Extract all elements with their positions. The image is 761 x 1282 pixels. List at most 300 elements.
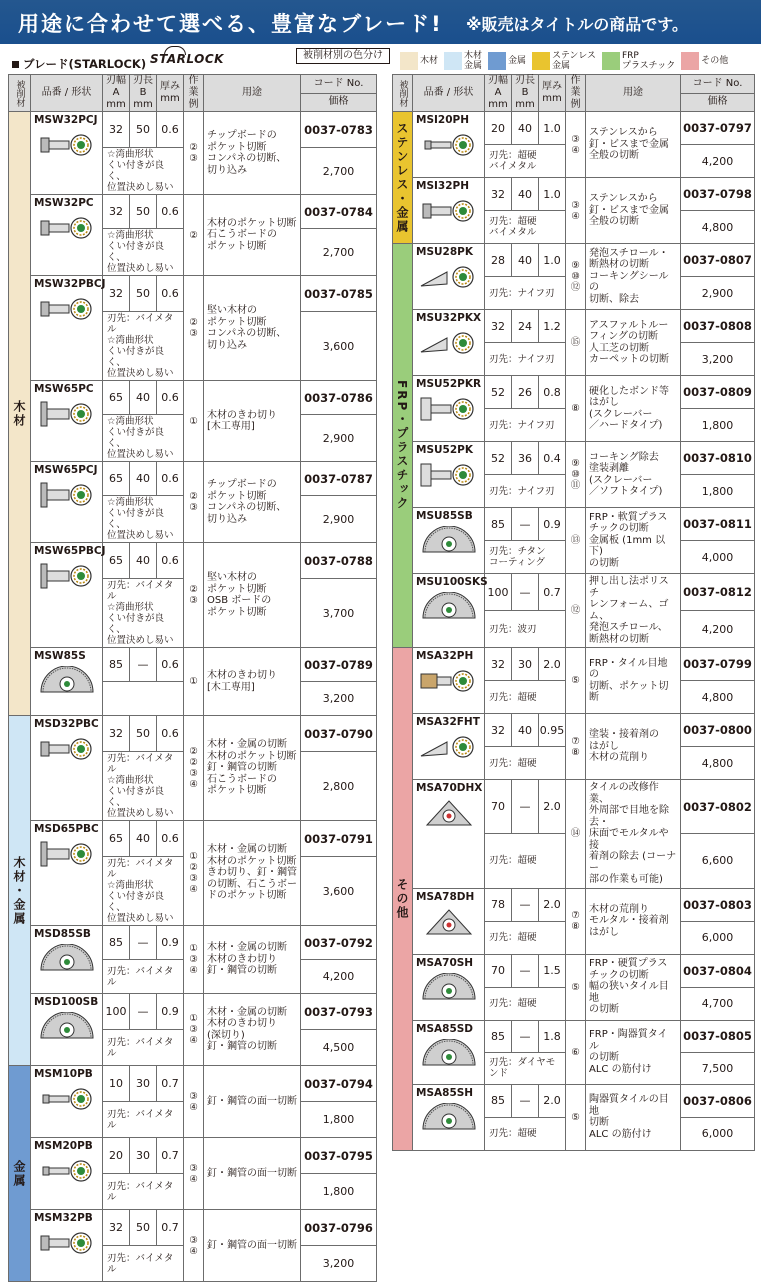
product-cell: [413, 376, 485, 442]
blade-illustration: [417, 732, 481, 765]
header-price: 価格: [301, 93, 377, 112]
material-label-text: 木材: [12, 399, 26, 428]
product-name: MSA78DH: [416, 890, 475, 903]
tip-material-note: 刃先：バイメタル: [107, 580, 174, 602]
legend-label: 木材: [420, 56, 439, 66]
product-row: [9, 195, 377, 229]
product-name: MSW32PBCJ: [34, 278, 106, 290]
blade-illustration: [35, 561, 99, 594]
use-text: 木材のきわ切り [木工専用]: [204, 648, 301, 716]
left-product-table: [8, 74, 377, 1282]
product-row: [393, 376, 755, 409]
blade-shape-icon: [35, 294, 99, 324]
feature-note: 刃先：超硬: [489, 691, 537, 703]
blade-note: [103, 415, 184, 462]
blade-shape-icon: [35, 1228, 99, 1258]
legend-item: [488, 50, 526, 72]
length-b-value: 40: [130, 462, 157, 496]
blade-note: [103, 1174, 184, 1210]
feature-note: 刃先：ナイフ刃: [489, 353, 555, 365]
product-name: MSW65PC: [34, 383, 94, 395]
use-text: 木材・金属の切断 木材のきわ切り (深切り) 釘・鋼管の切断: [204, 994, 301, 1066]
blade-note: [103, 148, 184, 195]
legend-swatch: [532, 52, 550, 70]
product-row: [393, 442, 755, 475]
product-name: MSW85S: [34, 650, 86, 662]
work-example: ③ ④: [184, 1138, 204, 1210]
blade-illustration: [35, 1228, 99, 1261]
product-name: MSM20PB: [34, 1140, 93, 1152]
width-a-value: 20: [103, 1138, 130, 1174]
width-a-value: 20: [485, 112, 512, 145]
price-value: 1,800: [301, 1102, 377, 1138]
product-cell: [413, 574, 488, 648]
product-name: MSA70DHX: [416, 782, 483, 794]
width-a-value: 52: [485, 376, 512, 409]
product-name: MSW32PCJ: [34, 114, 98, 126]
code-number: 0037-0805: [681, 1020, 755, 1052]
width-a-value: 85: [485, 1020, 512, 1052]
code-number: 0037-0802: [681, 780, 755, 834]
product-name: MSM10PB: [34, 1068, 93, 1080]
blade-shape-icon: [417, 460, 481, 490]
product-cell: [31, 716, 103, 821]
width-a-value: 65: [103, 462, 130, 496]
blade-shape-icon: [417, 328, 481, 358]
thickness-value: 0.4: [539, 442, 566, 475]
use-text: FRP・硬質プラス チックの切断 幅の狭いタイル目地 の切断: [586, 954, 681, 1020]
product-name: MSW65PCJ: [34, 464, 98, 476]
width-a-value: 10: [103, 1066, 130, 1102]
product-row: [9, 276, 377, 312]
blade-shape-icon: [35, 734, 99, 764]
work-example: ⑤: [566, 954, 586, 1020]
thickness-value: 0.9: [157, 926, 184, 960]
work-example: ② ③: [184, 276, 204, 381]
thickness-value: 0.9: [539, 508, 566, 541]
code-number: 0037-0790: [301, 716, 377, 752]
use-text: 木材・金属の切断 木材のきわ切り 釘・鋼管の切断: [204, 926, 301, 994]
blade-illustration: [417, 262, 481, 295]
material-label: [393, 244, 413, 648]
thickness-value: 0.6: [157, 381, 184, 415]
blade-illustration: [417, 1103, 481, 1136]
blade-note: [103, 312, 184, 381]
work-example: ⑭: [566, 780, 586, 889]
material-color-legend: [400, 50, 728, 72]
blade-illustration: [417, 394, 481, 427]
width-a-value: 85: [485, 508, 512, 541]
product-name: MSI32PH: [416, 180, 470, 192]
product-cell: [31, 112, 103, 195]
code-number: 0037-0785: [301, 276, 377, 312]
price-value: 2,700: [301, 148, 377, 195]
feature-note: ☆湾曲形状 くい付きが良く、 位置決めし易い: [107, 880, 174, 924]
width-a-value: 70: [485, 954, 512, 987]
blade-shape-icon: [417, 394, 481, 424]
work-example: ①: [184, 381, 204, 462]
work-example: ⑮: [566, 310, 586, 376]
use-text: 堅い木材の ポケット切断 コンパネの切断、 切り込み: [204, 276, 301, 381]
header-material: 被削材: [9, 75, 31, 112]
work-example: ⑤: [566, 648, 586, 714]
legend-label: FRP プラスチック: [621, 51, 676, 71]
product-name: MSD85SB: [34, 928, 91, 940]
price-value: 2,800: [301, 752, 377, 821]
blade-note: [103, 579, 184, 648]
price-value: 4,200: [301, 960, 377, 994]
work-example: ⑧: [566, 376, 586, 442]
price-value: 4,200: [681, 145, 755, 178]
product-row: [393, 780, 755, 834]
banner-note: ※販売はタイトルの商品です。: [466, 15, 688, 34]
width-a-value: 100: [485, 574, 512, 611]
price-value: 6,000: [681, 1117, 755, 1150]
header-work-example: 作業 例: [566, 75, 586, 112]
width-a-value: 85: [485, 1084, 512, 1117]
bullet-square-icon: [12, 61, 19, 68]
code-number: 0037-0788: [301, 543, 377, 579]
blade-illustration: [35, 213, 99, 246]
product-name: MSU52PK: [416, 444, 473, 456]
feature-note: 刃先：バイメタル: [107, 965, 174, 988]
section-label-text: ブレード(STARLOCK): [23, 57, 147, 71]
thickness-value: 0.8: [539, 376, 566, 409]
blade-shape-icon: [35, 130, 99, 160]
blade-note: [485, 343, 566, 376]
feature-note: 刃先：超硬: [489, 1128, 537, 1139]
length-b-value: 40: [512, 244, 539, 277]
price-value: 1,800: [681, 409, 755, 442]
product-cell: [31, 926, 103, 994]
length-b-value: 36: [512, 442, 539, 475]
legend-item: [400, 50, 438, 72]
product-cell: [31, 1138, 103, 1210]
thickness-value: 0.9: [157, 994, 184, 1030]
thickness-value: 0.7: [157, 1210, 184, 1246]
header-thickness: 厚み mm: [539, 75, 566, 112]
header-use: 用途: [204, 75, 301, 112]
feature-note: 刃先：バイメタル: [107, 1180, 174, 1203]
price-value: 1,800: [301, 1174, 377, 1210]
length-b-value: —: [512, 954, 539, 987]
thickness-value: 0.6: [157, 648, 184, 682]
product-name: MSD65PBC: [34, 823, 99, 835]
width-a-value: 52: [485, 442, 512, 475]
blade-illustration: [417, 592, 481, 625]
code-number: 0037-0795: [301, 1138, 377, 1174]
blade-note: [103, 1246, 184, 1282]
product-cell: [413, 508, 485, 574]
material-label-text: 木材・金属: [12, 855, 26, 926]
length-b-value: 50: [130, 716, 157, 752]
feature-note: 刃先：ナイフ刃: [489, 287, 555, 299]
use-text: FRP・タイル目地の 切断、ポケット切断: [586, 648, 681, 714]
width-a-value: 78: [485, 888, 512, 921]
blade-illustration: [417, 196, 481, 229]
blade-shape-icon: [35, 399, 99, 429]
use-text: 硬化したボンド等 はがし (スクレーバー ／ハードタイプ): [586, 376, 681, 442]
starlock-logo: STARLOCK: [150, 52, 224, 66]
use-text: 木材のポケット切断 石こうボードの ポケット切断: [204, 195, 301, 276]
blade-note: [485, 409, 566, 442]
price-value: 4,000: [681, 541, 755, 574]
use-text: 塗装・接着剤の はがし 木材の荒削り: [586, 714, 681, 780]
use-text: ステンレスから 釘・ビスまで金属 全般の切断: [586, 112, 681, 178]
material-label-text: その他: [395, 877, 409, 920]
blade-note: [485, 834, 566, 888]
product-name: MSW32PC: [34, 197, 94, 209]
length-b-value: —: [512, 508, 539, 541]
feature-note: 刃先：バイメタル: [107, 1108, 174, 1131]
legend-swatch: [488, 52, 506, 70]
length-b-value: 30: [130, 1138, 157, 1174]
product-cell: [413, 112, 485, 178]
blade-note: [103, 960, 184, 994]
product-name: MSD32PBC: [34, 718, 99, 730]
product-name: MSA70SH: [416, 956, 474, 969]
length-b-value: 50: [130, 112, 157, 148]
width-a-value: 32: [103, 1210, 130, 1246]
legend-label: 木材 金属: [464, 51, 483, 71]
product-name: MSW65PBCJ: [34, 545, 106, 557]
header-code: コード No.: [681, 75, 755, 94]
blade-illustration: [35, 399, 99, 432]
legend-item: [681, 50, 728, 72]
blade-note: [103, 752, 184, 821]
blade-note: [485, 1052, 566, 1084]
work-example: ③ ④: [566, 112, 586, 178]
blade-note: [103, 1102, 184, 1138]
length-b-value: 40: [512, 112, 539, 145]
use-text: チップボードの ポケット切断 コンパネの切断、 切り込み: [204, 462, 301, 543]
price-value: 3,700: [301, 579, 377, 648]
use-text: FRP・軟質プラス チックの切断 金属板 (1mm 以下) の切断: [586, 508, 681, 574]
price-value: 3,200: [301, 682, 377, 716]
length-b-value: 40: [130, 543, 157, 579]
use-text: 釘・鋼管の面一切断: [204, 1210, 301, 1282]
blade-illustration: [35, 1156, 99, 1189]
code-number: 0037-0792: [301, 926, 377, 960]
product-cell: [413, 1084, 485, 1150]
thickness-value: 0.6: [157, 195, 184, 229]
length-b-value: —: [512, 888, 539, 921]
width-a-value: 32: [485, 178, 512, 211]
blade-note: [485, 211, 566, 244]
tip-material-note: 刃先：バイメタル: [107, 858, 174, 880]
feature-note: ☆湾曲形状 くい付きが良く、 位置決めし易い: [107, 416, 174, 460]
blade-shape-icon: [35, 666, 99, 696]
tip-material-note: 刃先：バイメタル: [107, 753, 174, 775]
price-value: 3,200: [681, 343, 755, 376]
feature-note: ☆湾曲形状 くい付きが良く、 位置決めし易い: [107, 335, 174, 379]
blade-illustration: [417, 1039, 481, 1072]
blade-note: [103, 857, 184, 926]
legend-swatch: [444, 52, 462, 70]
material-label-text: FRP・プラスチック: [395, 380, 409, 511]
price-value: 4,200: [681, 611, 755, 648]
work-example: ② ③: [184, 462, 204, 543]
feature-note: 刃先：超硬: [489, 998, 537, 1009]
product-cell: [413, 310, 485, 376]
work-example: ⑨ ⑩ ⑪: [566, 442, 586, 508]
blade-note: [485, 475, 566, 508]
product-row: [9, 543, 377, 579]
work-example: ② ③: [184, 112, 204, 195]
work-example: ① ③ ④: [184, 926, 204, 994]
length-b-value: 50: [130, 1210, 157, 1246]
price-value: 2,900: [681, 277, 755, 310]
use-text: コーキング除去 塗装剥離 (スクレーバー ／ソフトタイプ): [586, 442, 681, 508]
work-example: ①: [184, 648, 204, 716]
blade-illustration: [35, 1084, 99, 1117]
legend-label: その他: [701, 56, 729, 66]
product-row: [393, 714, 755, 747]
blade-illustration: [35, 294, 99, 327]
product-name: MSA32FHT: [416, 716, 480, 728]
length-b-value: 26: [512, 376, 539, 409]
product-name: MSA32PH: [416, 650, 474, 662]
width-a-value: 65: [103, 543, 130, 579]
price-value: 2,900: [301, 415, 377, 462]
feature-note: 刃先：バイメタル: [107, 1036, 174, 1059]
width-a-value: 100: [103, 994, 130, 1030]
code-number: 0037-0808: [681, 310, 755, 343]
product-cell: [31, 994, 103, 1066]
length-b-value: 40: [512, 178, 539, 211]
product-row: [393, 648, 755, 681]
blade-illustration: [35, 1012, 99, 1045]
length-b-value: 40: [130, 821, 157, 857]
material-label: [9, 112, 31, 716]
product-cell: [413, 178, 485, 244]
thickness-value: 0.95: [539, 714, 566, 747]
code-number: 0037-0799: [681, 648, 755, 681]
product-row: [9, 462, 377, 496]
feature-note: 刃先：超硬: [489, 932, 537, 943]
header-thickness: 厚み mm: [157, 75, 184, 112]
product-cell: [31, 381, 103, 462]
blade-shape-icon: [417, 262, 481, 292]
product-name: MSU32PKX: [416, 312, 482, 324]
length-b-value: —: [512, 780, 539, 834]
blade-shape-icon: [417, 1039, 481, 1069]
thickness-value: 0.6: [157, 716, 184, 752]
header-width-a: 刃幅 A mm: [103, 75, 130, 112]
code-number: 0037-0807: [681, 244, 755, 277]
header-length-b: 刃長 B mm: [512, 75, 539, 112]
product-cell: [413, 648, 485, 714]
use-text: 釘・鋼管の面一切断: [204, 1138, 301, 1210]
blade-note: [485, 611, 566, 648]
blade-illustration: [35, 130, 99, 163]
material-label-text: ステンレス・金属: [395, 121, 409, 234]
feature-note: 刃先：バイメタル: [107, 1252, 174, 1275]
use-text: 木材・金属の切断 木材のポケット切断 釘・鋼管の切断 石こうボードの ポケット切断: [204, 716, 301, 821]
code-number: 0037-0794: [301, 1066, 377, 1102]
blade-note: [485, 921, 566, 954]
blade-note: [103, 496, 184, 543]
product-row: [9, 1138, 377, 1174]
feature-note: ☆湾曲形状 くい付きが良く、 位置決めし易い: [107, 602, 174, 646]
thickness-value: 2.0: [539, 888, 566, 921]
width-a-value: 32: [485, 310, 512, 343]
length-b-value: —: [130, 994, 157, 1030]
feature-note: 刃先：ナイフ刃: [489, 485, 555, 497]
blade-illustration: [35, 480, 99, 513]
product-row: [9, 716, 377, 752]
blade-note: [485, 541, 566, 574]
code-number: 0037-0786: [301, 381, 377, 415]
blade-illustration: [417, 907, 481, 940]
use-text: チップボードの ポケット切断 コンパネの切断、 切り込み: [204, 112, 301, 195]
feature-note: 刃先：ナイフ刃: [489, 419, 555, 431]
feature-note: 刃先：ダイヤモンド: [489, 1057, 556, 1079]
width-a-value: 32: [485, 648, 512, 681]
feature-note: 刃先：超硬 バイメタル: [489, 216, 537, 238]
work-example: ②: [184, 195, 204, 276]
product-cell: [31, 648, 103, 716]
feature-note: 刃先：超硬: [489, 855, 537, 867]
blade-shape-icon: [35, 1156, 99, 1186]
blade-shape-icon: [417, 732, 481, 762]
product-cell: [413, 244, 485, 310]
product-row: [9, 994, 377, 1030]
blade-shape-icon: [417, 666, 481, 696]
product-row: [393, 310, 755, 343]
length-b-value: —: [512, 1020, 539, 1052]
product-name: MSU52PKR: [416, 378, 482, 390]
length-b-value: 50: [130, 276, 157, 312]
price-value: 2,900: [301, 496, 377, 543]
length-b-value: 24: [512, 310, 539, 343]
header-use: 用途: [586, 75, 681, 112]
code-number: 0037-0798: [681, 178, 755, 211]
banner-title: 用途に合わせて選べる、豊富なブレード!: [18, 12, 443, 36]
use-text: アスファルトルー フィングの切断 人工芝の切断 カーペットの切断: [586, 310, 681, 376]
work-example: ⑤: [566, 1084, 586, 1150]
blade-illustration: [417, 798, 481, 831]
length-b-value: 40: [130, 381, 157, 415]
thickness-value: 2.0: [539, 648, 566, 681]
width-a-value: 70: [485, 780, 512, 834]
product-name: MSA85SD: [416, 1022, 474, 1035]
header-price: 価格: [681, 93, 755, 112]
thickness-value: 1.0: [539, 244, 566, 277]
thickness-value: 1.5: [539, 954, 566, 987]
thickness-value: 1.2: [539, 310, 566, 343]
blade-shape-icon: [35, 480, 99, 510]
product-cell: [413, 442, 485, 508]
code-number: 0037-0796: [301, 1210, 377, 1246]
blade-shape-icon: [35, 561, 99, 591]
header-product: 品番 / 形状: [413, 75, 485, 112]
product-name: MSI20PH: [416, 114, 470, 126]
feature-note: 刃先：超硬 バイメタル: [489, 150, 537, 172]
header-length-b: 刃長 B mm: [130, 75, 157, 112]
blade-shape-icon: [417, 196, 481, 226]
width-a-value: 32: [103, 716, 130, 752]
feature-note: ☆湾曲形状 くい付きが良く、 位置決めし易い: [107, 230, 174, 274]
product-cell: [413, 954, 485, 1020]
blade-illustration: [417, 460, 481, 493]
legend-item: [444, 50, 482, 72]
use-text: FRP・陶器質タイル の切断 ALC の筋付け: [586, 1020, 681, 1084]
material-label-text: 金属: [12, 1159, 26, 1188]
length-b-value: —: [512, 574, 539, 611]
header-product: 品番 / 形状: [31, 75, 103, 112]
material-label: [9, 716, 31, 1066]
